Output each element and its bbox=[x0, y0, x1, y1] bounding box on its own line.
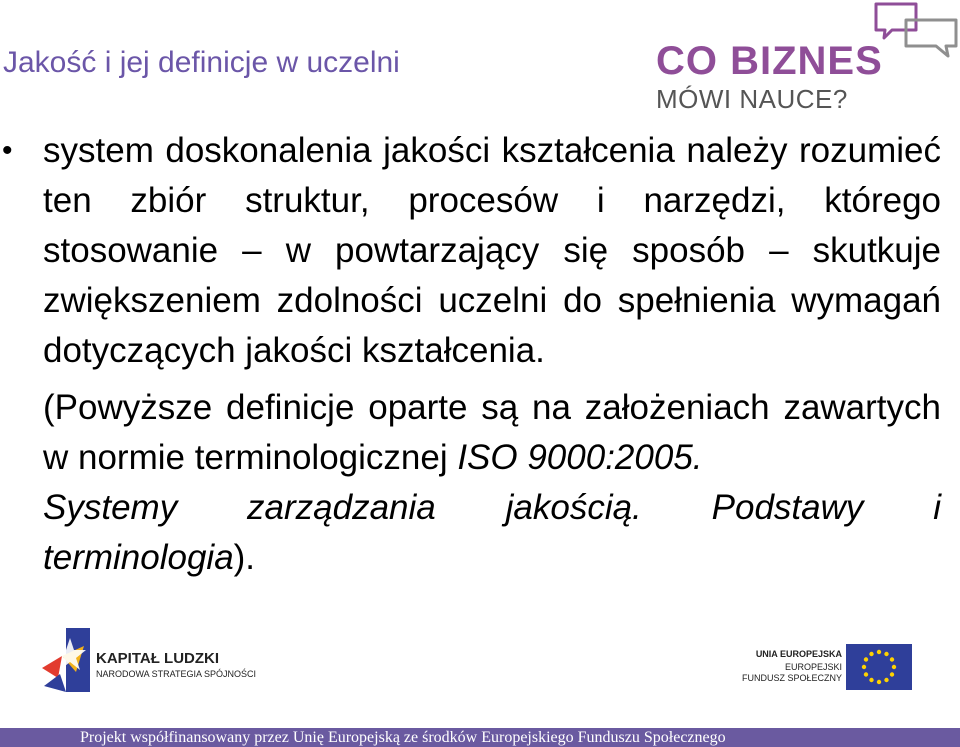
bullet-point: • bbox=[2, 134, 13, 167]
eu-line1: UNIA EUROPEJSKA bbox=[755, 649, 842, 659]
source-end: ). bbox=[233, 538, 256, 577]
paragraph-definition: system doskonalenia jakości kształcenia należy rozumieć ten zbiór struktur, procesów i narzędzi, którego stosowanie – w powtarzający się sposób – skutkuje zwiększeniem zdolności uczelni do spełnienia wymagań dotyczących jakości kształcenia. bbox=[43, 131, 941, 370]
paragraph-source bbox=[43, 383, 941, 583]
kapital-ludzki-logo bbox=[40, 628, 300, 694]
source-text: (Powyższe definicje oparte są na założeniach zawartych w normie terminologicznej bbox=[43, 388, 941, 477]
source-norm-title-end: terminologia bbox=[43, 538, 234, 577]
eu-flag-icon bbox=[846, 644, 912, 690]
footer-text: Projekt współfinansowany przez Unię Europejską ze środków Europejskiego Funduszu Społecznego bbox=[80, 729, 726, 746]
source-norm: ISO 9000:2005. bbox=[457, 438, 703, 477]
eu-logo bbox=[741, 643, 918, 693]
kapital-ludzki-title: KAPITAŁ LUDZKI bbox=[96, 650, 220, 667]
eu-line3: FUNDUSZ SPOŁECZNY bbox=[741, 673, 842, 683]
footer-bar bbox=[0, 728, 960, 747]
co-biznes-logo bbox=[654, 0, 960, 115]
kapital-ludzki-logo-icon bbox=[40, 628, 92, 694]
speech-bubbles-icon bbox=[872, 0, 960, 62]
kapital-ludzki-subtitle: NARODOWA STRATEGIA SPÓJNOŚCI bbox=[96, 669, 257, 679]
slide-title: Jakość i jej definicje w uczelni bbox=[3, 46, 400, 79]
eu-line2: EUROPEJSKI bbox=[784, 662, 842, 672]
slide-body bbox=[2, 126, 941, 583]
logo-line2: MÓWI NAUCE? bbox=[656, 84, 848, 114]
source-norm-title: Systemy zarządzania jakością. Podstawy i bbox=[43, 488, 941, 527]
logo-line1: CO BIZNES bbox=[656, 39, 883, 83]
